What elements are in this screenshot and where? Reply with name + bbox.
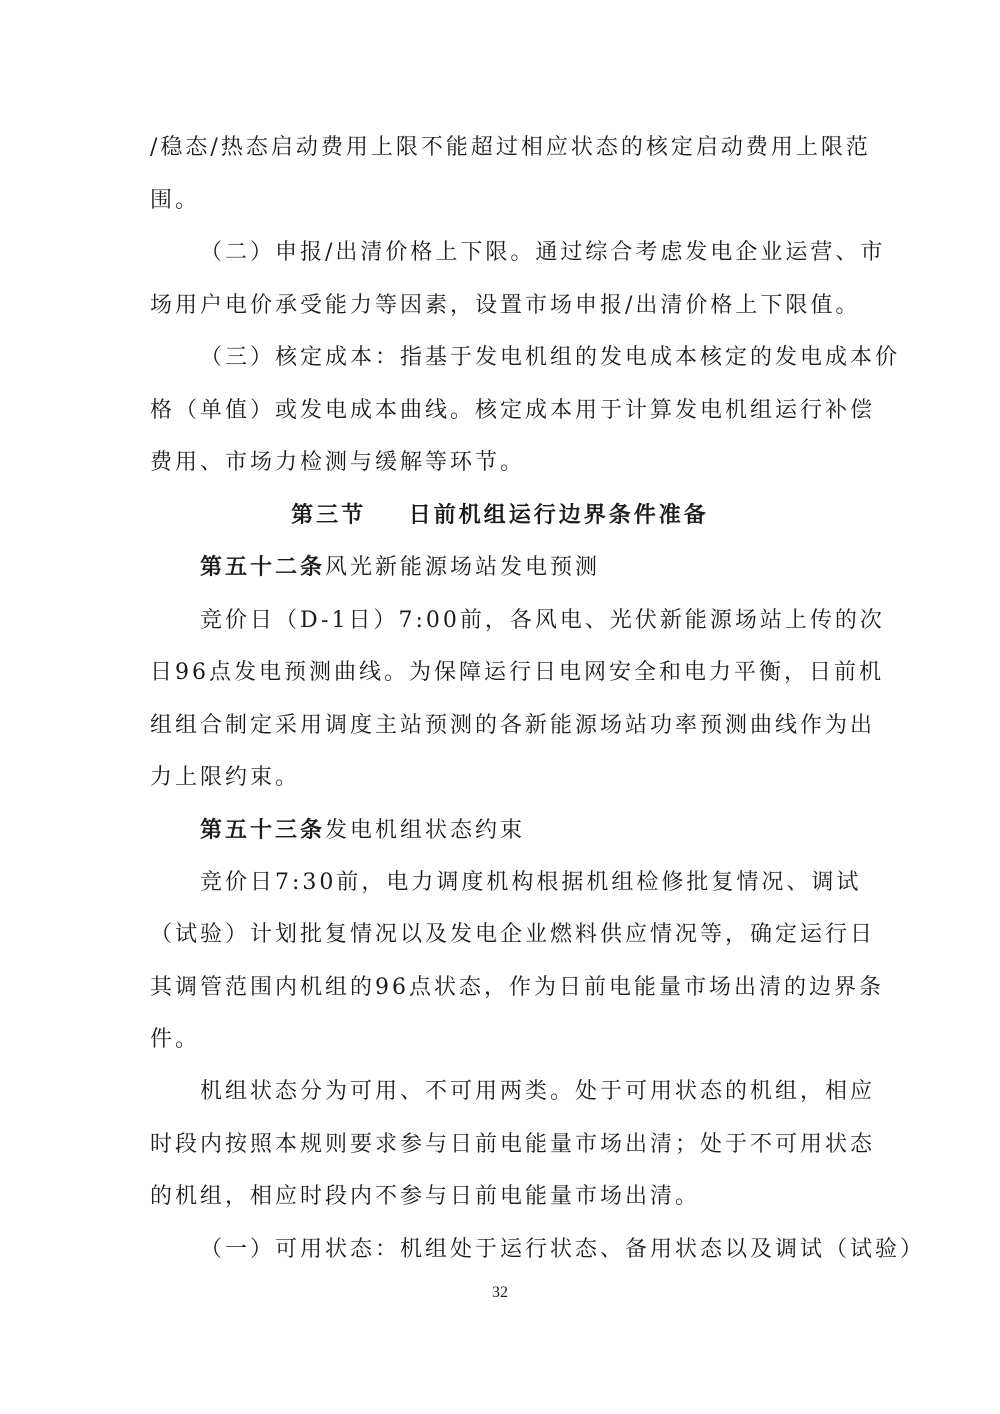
body-line-3: （二）申报/出清价格上下限。通过综合考虑发电企业运营、市 xyxy=(200,240,886,265)
article-52-heading xyxy=(200,552,600,583)
body-line-17: 件。 xyxy=(150,1027,201,1052)
body-line-2: 围。 xyxy=(150,188,201,213)
article-52-number: 第五十二条 xyxy=(200,554,326,580)
body-line-15: （试验）计划批复情况以及发电企业燃料供应情况等，确定运行日 xyxy=(150,922,876,947)
body-line-4: 场用户电价承受能力等因素，设置市场申报/出清价格上下限值。 xyxy=(150,293,861,318)
body-line-5: （三）核定成本：指基于发电机组的发电成本核定的发电成本价 xyxy=(200,345,901,370)
article-53-title: 发电机组状态约束 xyxy=(325,818,526,843)
body-line-18: 机组状态分为可用、不可用两类。处于可用状态的机组，相应 xyxy=(200,1079,876,1104)
body-line-12: 力上限约束。 xyxy=(150,765,301,790)
body-line-16: 其调管范围内机组的96点状态，作为日前电能量市场出清的边界条 xyxy=(150,975,884,1000)
body-line-10: 日96点发电预测曲线。为保障运行日电网安全和电力平衡，日前机 xyxy=(150,660,884,685)
body-line-19: 时段内按照本规则要求参与日前电能量市场出清；处于不可用状态 xyxy=(150,1132,876,1157)
body-line-1: /稳态/热态启动费用上限不能超过相应状态的核定启动费用上限范 xyxy=(150,135,871,160)
article-52-title: 风光新能源场站发电预测 xyxy=(325,555,601,580)
body-line-6: 格（单值）或发电成本曲线。核定成本用于计算发电机组运行补偿 xyxy=(150,398,876,423)
body-line-14: 竞价日7:30前，电力调度机构根据机组检修批复情况、调试 xyxy=(200,870,862,895)
body-line-21: （一）可用状态：机组处于运行状态、备用状态以及调试（试验） xyxy=(200,1237,926,1262)
body-line-7: 费用、市场力检测与缓解等环节。 xyxy=(150,450,526,475)
body-line-20: 的机组，相应时段内不参与日前电能量市场出清。 xyxy=(150,1184,701,1209)
section-heading: 第三节 日前机组运行边界条件准备 xyxy=(291,502,709,528)
article-53-heading xyxy=(200,815,525,846)
page-number: 32 xyxy=(492,1284,508,1301)
article-53-number: 第五十三条 xyxy=(200,817,326,843)
body-line-11: 组组合制定采用调度主站预测的各新能源场站功率预测曲线作为出 xyxy=(150,713,876,738)
body-line-9: 竞价日（D-1日）7:00前，各风电、光伏新能源场站上传的次 xyxy=(200,608,885,633)
